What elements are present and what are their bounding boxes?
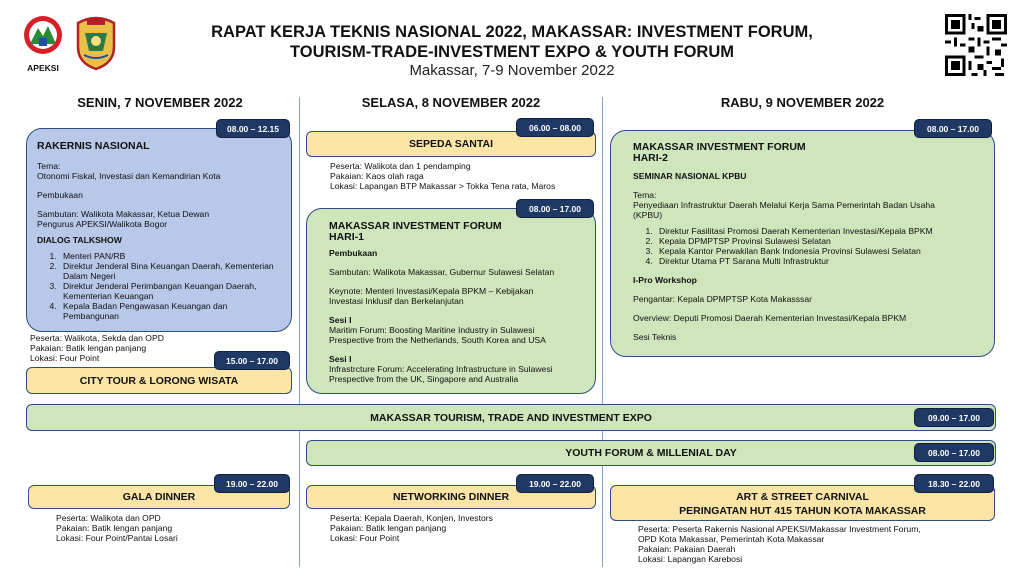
expo-bar bbox=[26, 404, 996, 431]
youth-time-badge: 08.00 – 17.00 bbox=[914, 443, 994, 462]
mif2-time-badge: 08.00 – 17.00 bbox=[914, 119, 992, 138]
networking-title: NETWORKING DINNER bbox=[392, 491, 510, 503]
list-item: 1. Direktur Fasilitasi Promosi Daerah Kementerian Investasi/Kepala BPKM bbox=[655, 226, 984, 236]
note-line: Peserta: Kepala Daerah, Konjen, Investors bbox=[330, 513, 493, 523]
qr-code-icon bbox=[945, 14, 1007, 76]
mif2-sesi: Sesi Teknis bbox=[633, 332, 677, 342]
rakernis-sambutan-1: Sambutan: Walikota Makassar, Ketua Dewan bbox=[37, 209, 210, 219]
rakernis-sambutan-2: Pengurus APEKSI/Walikota Bogor bbox=[37, 219, 168, 229]
mif2-tema-2: (KPBU) bbox=[633, 210, 663, 220]
city-tour-title: CITY TOUR & LORONG WISATA bbox=[79, 375, 239, 387]
mif2-title-1: MAKASSAR INVESTMENT FORUM bbox=[633, 141, 806, 153]
mif1-sambutan: Sambutan: Walikota Makassar, Gubernur Sulawesi Selatan bbox=[329, 267, 555, 277]
note-line: Pakaian: Batik lengan panjang bbox=[56, 523, 173, 533]
mif1-sesi1-label: Sesi I bbox=[329, 315, 352, 325]
networking-notes bbox=[330, 513, 493, 543]
youth-bar bbox=[306, 440, 996, 466]
page-subtitle: Makassar, 7-9 November 2022 bbox=[409, 62, 615, 79]
note-line: Pakaian: Kaos olah raga bbox=[330, 171, 424, 181]
carnival-title-2: PERINGATAN HUT 415 TAHUN KOTA MAKASSAR bbox=[679, 505, 926, 517]
mif1-sesi2-label: Sesi I bbox=[329, 354, 352, 364]
note-line: Lokasi: Four Point/Pantai Losari bbox=[56, 533, 178, 543]
page-title-line2: TOURISM-TRADE-INVESTMENT EXPO & YOUTH FORUM bbox=[290, 43, 734, 61]
sepeda-notes bbox=[330, 161, 555, 191]
rakernis-card bbox=[26, 128, 292, 332]
list-item: 3. Kepala Kantor Perwakilan Bank Indonesia Provinsi Sulawesi Selatan bbox=[655, 246, 984, 256]
gala-time-badge: 19.00 – 22.00 bbox=[214, 474, 290, 493]
mif1-sesi2-line2: Prespective from the UK, Singapore and Australia bbox=[329, 374, 519, 384]
mif2-overview: Overview: Deputi Promosi Daerah Kementerian Investasi/Kepala BPKM bbox=[633, 313, 907, 323]
mif2-tema-1: Penyediaan Infrastruktur Daerah Melalui Kerja Sama Pemerintah Badan Usaha bbox=[633, 200, 935, 210]
apeksi-label: APEKSI bbox=[27, 63, 59, 73]
list-item: 2. Direktur Jenderal Bina Keuangan Daerah, Kementerian Dalam Negeri bbox=[59, 261, 281, 281]
mif1-title-2: HARI-1 bbox=[329, 231, 365, 243]
sepeda-time-badge: 06.00 – 08.00 bbox=[516, 118, 594, 137]
note-line: Peserta: Peserta Rakernis Nasional APEKSI/Makassar Investment Forum, bbox=[638, 524, 921, 534]
networking-time-badge: 19.00 – 22.00 bbox=[516, 474, 594, 493]
note-line: Pakaian: Batik lengan panjang bbox=[30, 343, 147, 353]
mif2-seminar: SEMINAR NASIONAL KPBU bbox=[633, 171, 747, 181]
note-line: Lokasi: Four Point bbox=[330, 533, 400, 543]
note-line: Peserta: Walikota, Sekda dan OPD bbox=[30, 333, 164, 343]
day-header-tuesday: SELASA, 8 NOVEMBER 2022 bbox=[361, 95, 541, 110]
mif2-pengantar: Pengantar: Kepala DPMPTSP Kota Makasssar bbox=[633, 294, 812, 304]
note-line: Lokasi: Lapangan BTP Makassar > Tokka Tena rata, Maros bbox=[330, 181, 556, 191]
mif1-keynote-1: Keynote: Menteri Investasi/Kepala BPKM – Kebijakan bbox=[329, 286, 534, 296]
list-item: 1. Menteri PAN/RB bbox=[59, 251, 281, 261]
note-line: Lokasi: Lapangan Karebosi bbox=[638, 554, 743, 564]
mif1-keynote-2: Investasi Inklusif dan Berkelanjutan bbox=[329, 296, 464, 306]
mif2-tema-label: Tema: bbox=[633, 190, 657, 200]
mif1-time-badge: 08.00 – 17.00 bbox=[516, 199, 594, 218]
rakernis-speaker-list bbox=[37, 251, 281, 321]
sepeda-title: SEPEDA SANTAI bbox=[408, 138, 493, 150]
day-header-monday: SENIN, 7 NOVEMBER 2022 bbox=[77, 95, 243, 110]
mif1-sesi1-line1: Maritim Forum: Boosting Maritine Industry in Sulawesi bbox=[329, 325, 535, 335]
rakernis-time-badge: 08.00 – 12.15 bbox=[216, 119, 290, 138]
note-line: Pakaian: Batik lengan panjang bbox=[330, 523, 447, 533]
rakernis-pembukaan: Pembukaan bbox=[37, 190, 83, 200]
note-line: Lokasi: Four Point bbox=[30, 353, 100, 363]
carnival-notes bbox=[638, 524, 921, 564]
list-item: 4. Direktur Utama PT Sarana Multi Infrastruktur bbox=[655, 256, 984, 266]
note-line: Peserta: Walikota dan 1 pendamping bbox=[330, 161, 471, 171]
mif1-pembukaan: Pembukaan bbox=[329, 248, 378, 258]
column-divider-1 bbox=[299, 97, 300, 567]
list-item: 2. Kepala DPMPTSP Provinsi Sulawesi Selatan bbox=[655, 236, 984, 246]
mif1-title-1: MAKASSAR INVESTMENT FORUM bbox=[329, 220, 502, 232]
apeksi-logo-icon bbox=[22, 14, 64, 73]
city-tour-time-badge: 15.00 – 17.00 bbox=[214, 351, 290, 370]
city-tour-bar bbox=[26, 367, 292, 394]
list-item: 3. Direktur Jenderal Perimbangan Keuangan Daerah, Kementerian Keuangan bbox=[59, 281, 281, 301]
note-line: Pakaian: Pakaian Daerah bbox=[638, 544, 736, 554]
mif1-sesi1-line2: Prespective from the Netherlands, South Korea and USA bbox=[329, 335, 546, 345]
list-item: 4. Kepala Badan Pengawasan Keuangan dan Pembangunan bbox=[59, 301, 281, 321]
rakernis-notes bbox=[30, 333, 164, 363]
expo-title: MAKASSAR TOURISM, TRADE AND INVESTMENT EXPO bbox=[370, 412, 652, 424]
mif2-title-2: HARI-2 bbox=[633, 152, 669, 164]
rakernis-tema: Otonomi Fiskal, Investasi dan Kemandirian Kota bbox=[37, 171, 221, 181]
column-divider-2 bbox=[602, 97, 603, 567]
note-line: OPD Kota Makassar, Pemerintah Kota Makassar bbox=[638, 534, 825, 544]
gala-notes bbox=[56, 513, 178, 543]
carnival-title-1: ART & STREET CARNIVAL bbox=[736, 491, 869, 503]
expo-time-badge: 09.00 – 17.00 bbox=[914, 408, 994, 427]
rakernis-title: RAKERNIS NASIONAL bbox=[37, 140, 150, 152]
mif-day1-card bbox=[306, 208, 596, 394]
carnival-time-badge: 18.30 – 22.00 bbox=[914, 474, 994, 493]
mif2-ipro: I-Pro Workshop bbox=[633, 275, 697, 285]
gala-title: GALA DINNER bbox=[122, 491, 196, 503]
rakernis-tema-label: Tema: bbox=[37, 161, 61, 171]
day-header-wednesday: RABU, 9 NOVEMBER 2022 bbox=[720, 95, 885, 110]
makassar-emblem-icon bbox=[74, 13, 118, 71]
mif-day2-card bbox=[610, 130, 995, 357]
page-title-line1: RAPAT KERJA TEKNIS NASIONAL 2022, MAKASSAR: INVESTMENT FORUM, bbox=[211, 23, 813, 41]
mif1-sesi2-line1: Infrastrcture Forum: Accelerating Infrastructure in Sulawesi bbox=[329, 364, 553, 374]
note-line: Peserta: Walikota dan OPD bbox=[56, 513, 161, 523]
mif2-speaker-list bbox=[633, 226, 984, 266]
rakernis-dialog: DIALOG TALKSHOW bbox=[37, 235, 122, 245]
youth-title: YOUTH FORUM & MILLENIAL DAY bbox=[565, 447, 737, 459]
